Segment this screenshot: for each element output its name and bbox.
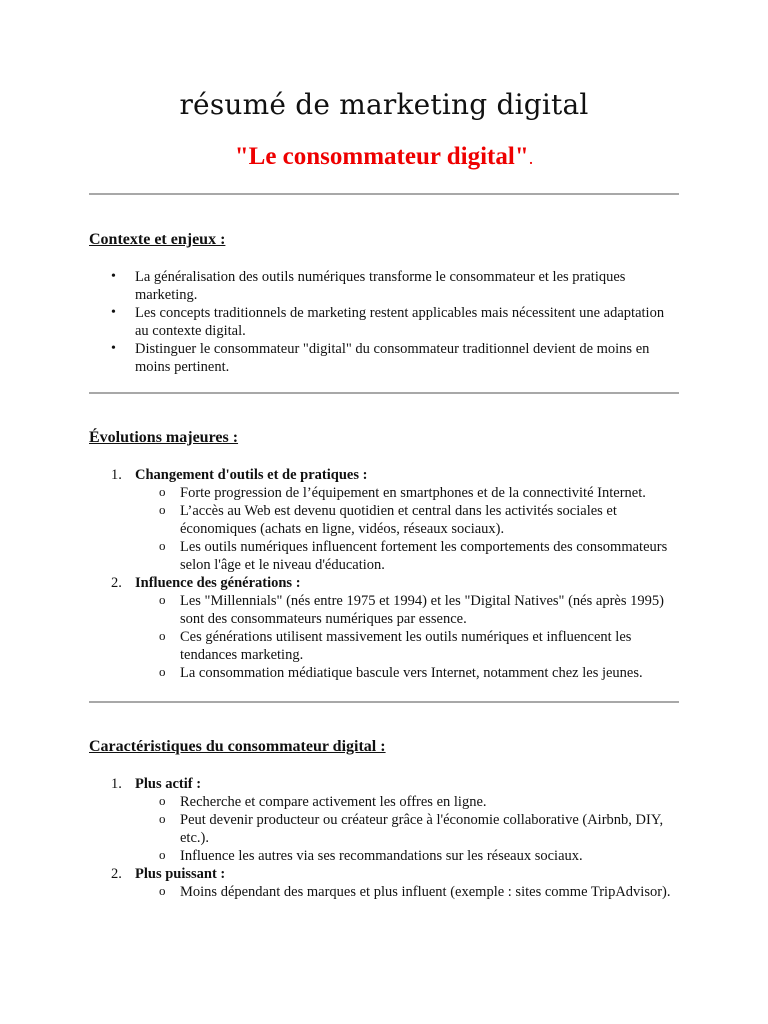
sub-item-text: L’accès au Web est devenu quotidien et central dans les activités sociales et économiques (achats en ligne, vidéos, réseaux sociaux). — [180, 503, 617, 537]
list-item: • Distinguer le consommateur "digital" du consommateur traditionnel devient de moins en moins pertinent. — [89, 340, 679, 376]
sub-item — [135, 502, 679, 538]
numbered-item — [89, 466, 679, 574]
sub-list — [135, 883, 679, 901]
sub-item — [135, 793, 679, 811]
item-label: Influence des générations : — [135, 575, 301, 591]
sub-item — [135, 484, 679, 502]
sub-list — [135, 793, 679, 865]
divider-2 — [89, 392, 679, 394]
numbered-item — [89, 775, 679, 865]
sub-item-text: Influence les autres via ses recommandations sur les réseaux sociaux. — [180, 848, 583, 864]
section-contexte — [89, 268, 679, 376]
sub-bullet-icon: o — [159, 847, 166, 862]
sub-item — [135, 628, 679, 664]
subtitle-suffix: . — [528, 148, 534, 168]
item-number: 1. — [111, 776, 122, 792]
sub-item-text: Peut devenir producteur ou créateur grâce à l'économie collaborative (Airbnb, DIY, etc.). — [180, 812, 664, 846]
sub-item-text: Recherche et compare activement les offres en ligne. — [180, 794, 487, 810]
subtitle-text: "Le consommateur digital" — [234, 143, 529, 170]
sub-item-text: Les outils numériques influencent fortement les comportements des consommateurs selon l'âge et le niveau d'éducation. — [180, 539, 668, 573]
sub-item — [135, 664, 679, 682]
section-evolutions — [89, 466, 679, 682]
numbered-item — [89, 574, 679, 682]
sub-item — [135, 811, 679, 847]
divider-1 — [89, 193, 679, 195]
sub-bullet-icon: o — [159, 502, 166, 517]
item-number: 2. — [111, 866, 122, 882]
section-heading-contexte: Contexte et enjeux : — [89, 231, 226, 248]
sub-bullet-icon: o — [159, 538, 166, 553]
sub-bullet-icon: o — [159, 883, 166, 898]
numbered-item — [89, 865, 679, 901]
sub-list — [135, 592, 679, 682]
contexte-bullet-list — [89, 268, 679, 376]
sub-list — [135, 484, 679, 574]
sub-bullet-icon: o — [159, 592, 166, 607]
sub-item — [135, 538, 679, 574]
sub-item — [135, 592, 679, 628]
list-item: • Les concepts traditionnels de marketing restent applicables mais nécessitent une adaptation au contexte digital. — [89, 304, 679, 340]
item-label: Plus actif : — [135, 776, 202, 792]
section-heading-evolutions: Évolutions majeures : — [89, 429, 239, 446]
document-title: résumé de marketing digital — [179, 88, 589, 121]
sub-item-text: Moins dépendant des marques et plus influent (exemple : sites comme TripAdvisor). — [180, 884, 671, 900]
item-label: Changement d'outils et de pratiques : — [135, 467, 368, 483]
sub-item-text: La consommation médiatique bascule vers Internet, notamment chez les jeunes. — [180, 665, 643, 681]
sub-item-text: Ces générations utilisent massivement les outils numériques et influencent les tendances marketing. — [180, 629, 632, 663]
list-item: • La généralisation des outils numériques transforme le consommateur et les pratiques marketing. — [89, 268, 679, 304]
sub-bullet-icon: o — [159, 484, 166, 499]
item-number: 2. — [111, 575, 122, 591]
sub-item — [135, 883, 679, 901]
item-label: Plus puissant : — [135, 866, 226, 882]
caracteristiques-numbered-list — [89, 775, 679, 901]
document-subtitle — [0, 143, 768, 171]
section-caracteristiques — [89, 775, 679, 901]
section-heading-caracteristiques: Caractéristiques du consommateur digital : — [89, 738, 386, 755]
sub-item — [135, 847, 679, 865]
sub-item-text: Les "Millennials" (nés entre 1975 et 1994) et les "Digital Natives" (nés après 1995) sont des consommateurs numériques par essence. — [180, 593, 664, 627]
sub-bullet-icon: o — [159, 793, 166, 808]
item-number: 1. — [111, 467, 122, 483]
evolutions-numbered-list — [89, 466, 679, 682]
sub-item-text: Forte progression de l’équipement en smartphones et de la connectivité Internet. — [180, 485, 646, 501]
sub-bullet-icon: o — [159, 811, 166, 826]
sub-bullet-icon: o — [159, 628, 166, 643]
sub-bullet-icon: o — [159, 664, 166, 679]
divider-3 — [89, 701, 679, 703]
